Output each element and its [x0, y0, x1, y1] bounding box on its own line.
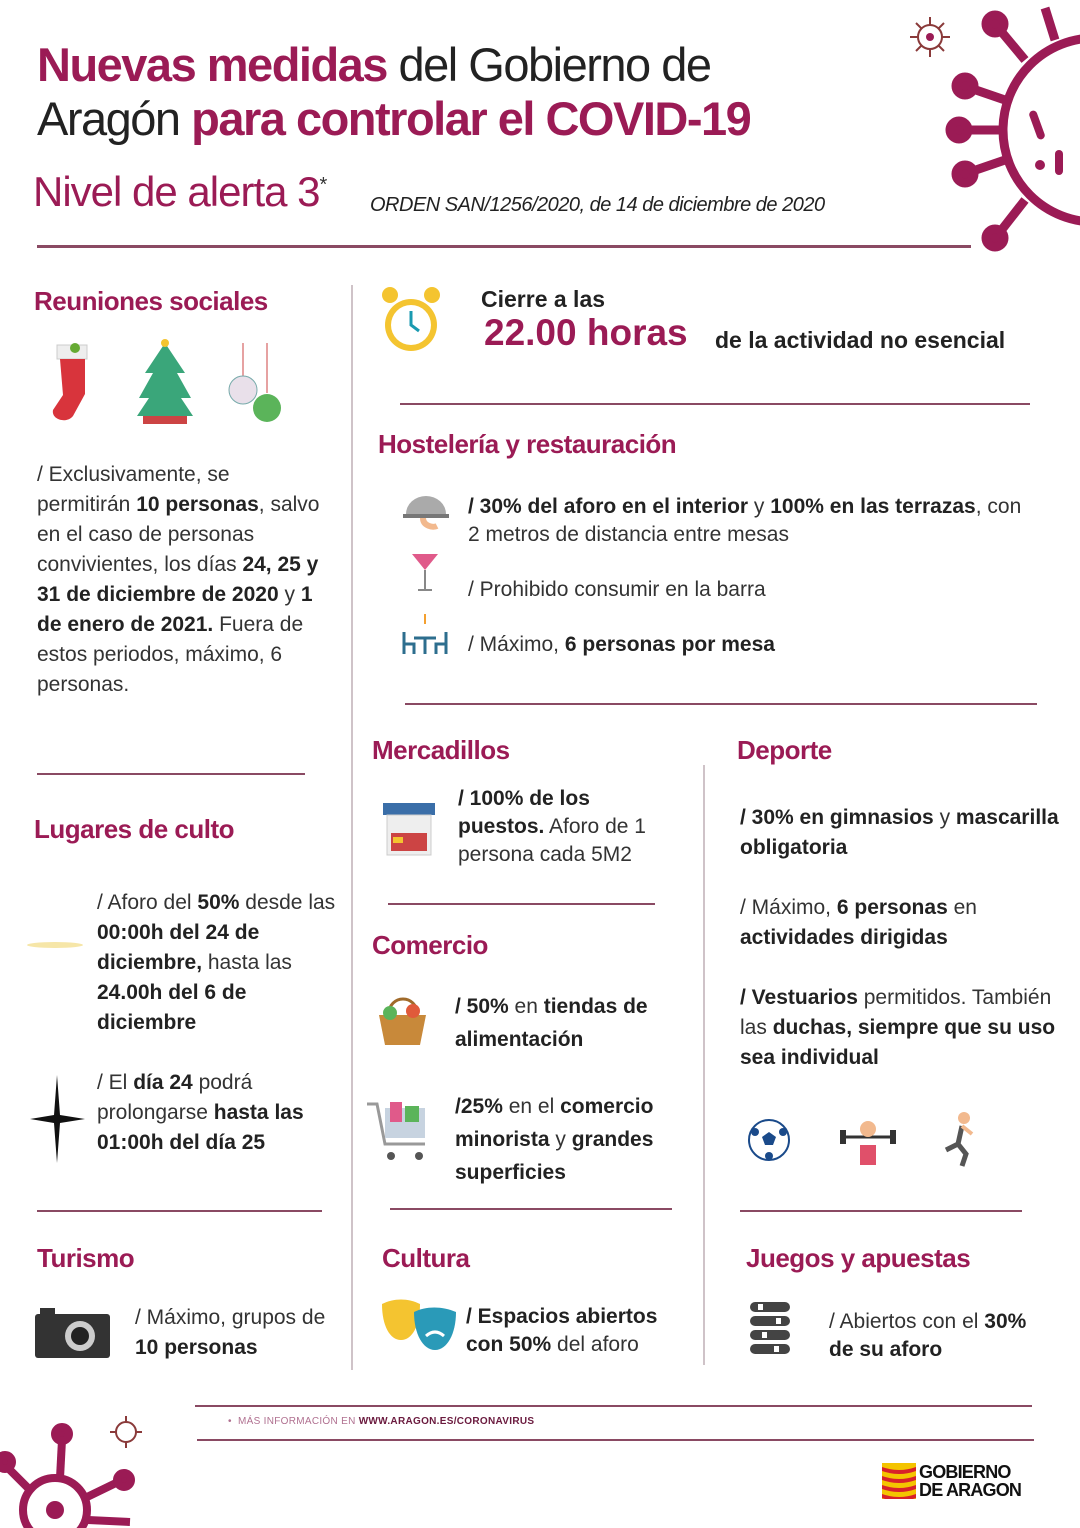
divider-reuniones: [37, 773, 305, 775]
star-icon: [30, 1075, 85, 1163]
text-segment: Aforo de 1 persona cada 5M2: [458, 815, 646, 866]
mercadillos-text: [458, 785, 673, 869]
gobierno-aragon-logo: [882, 1463, 1021, 1499]
text-segment: / El: [97, 1071, 134, 1094]
text-bold-segment: 6 personas por mesa: [564, 633, 775, 656]
cocktail-icon: [410, 550, 440, 595]
text-segment: permitidos. También las: [740, 986, 1052, 1039]
cultura-text: [466, 1303, 696, 1359]
column-divider-left: [351, 285, 353, 1370]
shopping-cart-icon: [365, 1098, 435, 1166]
text-segment: en: [947, 896, 977, 919]
theater-masks-icon: [380, 1298, 458, 1354]
text-bold-segment: 100% en las terrazas: [770, 495, 976, 518]
divider-hosteleria: [405, 703, 1037, 705]
deporte-item-gimnasios: [740, 803, 1060, 863]
text-bold-segment: 10 personas: [136, 493, 259, 516]
divider-culto: [37, 1210, 322, 1212]
light-sparkle-icon: [25, 925, 85, 965]
footer-info-prefix: MÁS INFORMACIÓN EN: [237, 1416, 359, 1427]
text-segment: / Máximo,: [468, 633, 565, 656]
closing-time: 22.00 horas: [484, 312, 688, 353]
text-bold-segment: / 30% del aforo en el interior: [468, 495, 749, 518]
section-title-juegos: Juegos y apuestas: [746, 1243, 971, 1273]
text-bold-segment: /25%: [455, 1095, 503, 1118]
section-title-hosteleria: Hostelería y restauración: [378, 429, 677, 459]
hosteleria-item-aforo: [468, 493, 1038, 549]
text-bold-segment: duchas, siempre que su uso sea individual: [740, 1016, 1056, 1069]
text-segment: / Abiertos con el: [829, 1310, 985, 1333]
alert-asterisk: *: [319, 174, 327, 196]
camera-icon: [35, 1308, 110, 1358]
text-segment: y: [278, 583, 301, 606]
text-segment: Fuera de estos periodos, máximo, 6 personas.: [37, 613, 304, 696]
runner-icon: [940, 1110, 980, 1168]
text-bold-segment: para controlar el COVID-19: [191, 92, 751, 145]
footer-info-link[interactable]: WWW.ARAGON.ES/CORONAVIRUS: [358, 1416, 535, 1427]
text-segment: y: [933, 806, 956, 829]
virus-icon-large: [945, 0, 1080, 260]
juegos-text: [829, 1308, 1029, 1364]
page-title-line1: [37, 38, 710, 92]
text-segment: / Prohibido consumir en la barra: [468, 578, 766, 601]
culto-item-aforo: [97, 888, 345, 1038]
hosteleria-item-mesa: [468, 630, 775, 660]
divider-closing: [400, 403, 1030, 405]
text-bold-segment: grandes superficies: [455, 1128, 654, 1184]
footer-info: [228, 1416, 534, 1427]
alarm-clock-icon: [380, 283, 442, 359]
christmas-tree-icon: [135, 338, 195, 428]
text-segment: , salvo en el caso de personas convivientes, los días: [37, 493, 320, 576]
food-basket-icon: [375, 993, 430, 1048]
text-bold-segment: actividades dirigidas: [740, 926, 948, 949]
text-bold-segment: / 100% de los puestos.: [458, 787, 590, 838]
text-bold-segment: 30% de su aforo: [829, 1310, 1027, 1361]
divider-deporte: [740, 1210, 1022, 1212]
logo-line2: DE ARAGON: [919, 1480, 1022, 1500]
section-title-mercadillos: Mercadillos: [372, 735, 510, 765]
text-bold-segment: / Espacios abiertos con 50%: [466, 1305, 658, 1356]
table-chairs-icon: [400, 612, 450, 657]
closing-prefix: Cierre a las: [481, 286, 606, 312]
text-bold-segment: mascarilla obligatoria: [740, 806, 1059, 859]
deporte-item-vestuarios: [740, 983, 1070, 1073]
christmas-baubles-icon: [225, 338, 285, 428]
virus-icon-bottom: [0, 1410, 150, 1528]
text-bold-segment: / Vestuarios: [740, 986, 858, 1009]
text-segment: en: [508, 995, 544, 1018]
footer-divider-top: [195, 1405, 1032, 1407]
text-bold-segment: hasta las 01:00h del día 25: [97, 1101, 304, 1154]
reuniones-text: [37, 460, 327, 700]
weightlifter-icon: [838, 1115, 898, 1167]
text-bold-segment: 6 personas: [836, 896, 948, 919]
header-divider: [37, 245, 971, 248]
text-bold-segment: 10 personas: [135, 1336, 258, 1359]
divider-comercio: [390, 1208, 672, 1210]
serving-tray-icon: [403, 490, 449, 532]
text-segment: / Exclusivamente, se permitirán: [37, 463, 230, 516]
text-segment: del aforo: [551, 1333, 639, 1356]
text-bold-segment: día 24: [133, 1071, 193, 1094]
text-bold-segment: 50%: [197, 891, 240, 914]
aragon-flag-icon: [882, 1463, 916, 1499]
comercio-item-alimentacion: [455, 990, 695, 1056]
market-stall-icon: [383, 803, 435, 858]
turismo-text: [135, 1303, 335, 1363]
text-segment: y: [549, 1128, 572, 1151]
section-title-comercio: Comercio: [372, 930, 488, 960]
text-segment: / Aforo del: [97, 891, 198, 914]
soccer-ball-icon: [747, 1118, 791, 1162]
section-title-reuniones: Reuniones sociales: [34, 286, 268, 316]
section-title-turismo: Turismo: [37, 1243, 135, 1273]
text-bold-segment: 1 de enero de 2021.: [37, 583, 313, 636]
text-bold-segment: tiendas de alimentación: [455, 995, 648, 1051]
christmas-stocking-icon: [45, 340, 100, 425]
text-segment: hasta las: [202, 951, 292, 974]
alert-level: [33, 168, 326, 216]
text-bold-segment: 24, 25 y 31 de diciembre de 2020: [37, 553, 319, 606]
text-segment: / Máximo, grupos de: [135, 1306, 326, 1329]
text-segment: en el: [502, 1095, 561, 1118]
logo-line1: GOBIERNO: [919, 1462, 1011, 1482]
text-bold-segment: / 30% en gimnasios: [740, 806, 934, 829]
column-divider-right: [703, 765, 705, 1365]
section-title-culto: Lugares de culto: [34, 814, 235, 844]
comercio-item-minorista: [455, 1090, 700, 1189]
virus-icon-small: [905, 12, 955, 62]
text-bold-segment: 00:00h del 24 de diciembre,: [97, 921, 260, 974]
deporte-item-actividades: [740, 893, 1060, 953]
text-segment: desde las: [239, 891, 336, 914]
hosteleria-item-barra: [468, 575, 766, 605]
closing-suffix: de la actividad no esencial: [715, 327, 1006, 353]
casino-chips-icon: [748, 1300, 792, 1358]
text-segment: del Gobierno de: [386, 38, 711, 91]
text-segment: Aragón: [37, 92, 192, 145]
text-bold-segment: Nuevas medidas: [37, 38, 387, 91]
text-bold-segment: comercio minorista: [455, 1095, 654, 1151]
divider-mercadillos: [388, 903, 655, 905]
text-segment: / Máximo,: [740, 896, 837, 919]
alert-level-text: Nivel de alerta 3: [33, 168, 320, 215]
text-segment: podrá prolongarse: [97, 1071, 253, 1124]
footer-divider-bottom: [197, 1439, 1034, 1441]
text-segment: , con 2 metros de distancia entre mesas: [468, 495, 1022, 546]
text-segment: y: [748, 495, 771, 518]
section-title-deporte: Deporte: [737, 735, 832, 765]
page-title-line2: [37, 92, 750, 146]
bullet-icon: •: [228, 1416, 238, 1427]
culto-item-dia24: [97, 1068, 337, 1158]
text-bold-segment: 24.00h del 6 de diciembre: [97, 981, 247, 1034]
order-reference: ORDEN SAN/1256/2020, de 14 de diciembre de 2020: [370, 194, 825, 216]
section-title-cultura: Cultura: [382, 1243, 470, 1273]
text-bold-segment: / 50%: [455, 995, 509, 1018]
